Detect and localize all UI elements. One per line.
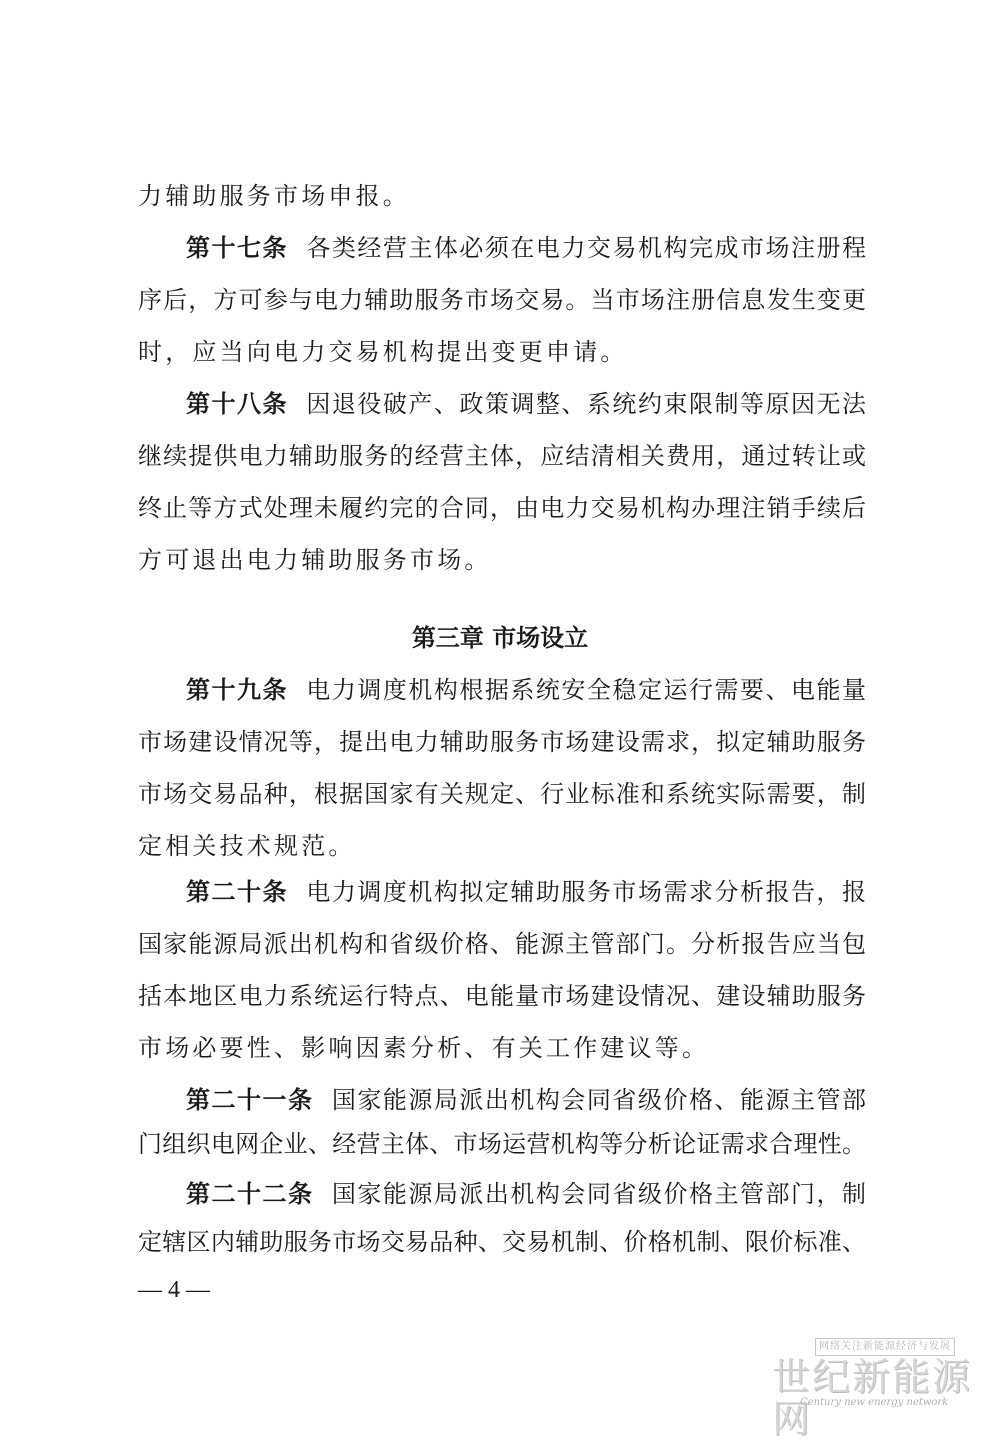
- text-line: 方可退出电力辅助服务市场。: [138, 546, 492, 574]
- text-line: 定辖区内辅助服务市场交易品种、交易机制、价格机制、限价标准、: [138, 1228, 866, 1256]
- article-21-line: [186, 1084, 866, 1116]
- article-title: 第十七条: [186, 233, 289, 262]
- text-line: 序后，方可参与电力辅助服务市场交易。当市场注册信息发生变更: [138, 286, 866, 314]
- text-line: 定相关技术规范。: [138, 832, 356, 860]
- page-number: — 4 —: [138, 1277, 210, 1303]
- text-line: 门组织电网企业、经营主体、市场运营机构等分析论证需求合理性。: [138, 1130, 866, 1158]
- text-line: 市场必要性、影响因素分析、有关工作建议等。: [138, 1034, 710, 1062]
- text-line: 继续提供电力辅助服务的经营主体，应结清相关费用，通过转让或: [138, 442, 866, 470]
- text-line: 国家能源局派出机构会同省级价格主管部门，制: [331, 1180, 867, 1208]
- text-line: 电力调度机构拟定辅助服务市场需求分析报告，报: [306, 878, 867, 906]
- article-title: 第二十二条: [186, 1179, 314, 1208]
- article-22-line: [186, 1178, 866, 1210]
- article-title: 第十九条: [186, 675, 289, 704]
- text-line: 终止等方式处理未履约完的合同，由电力交易机构办理注销手续后: [138, 494, 866, 522]
- text-line: 国家能源局派出机构会同省级价格、能源主管部: [331, 1086, 867, 1114]
- article-title: 第十八条: [186, 389, 289, 418]
- text-line: 国家能源局派出机构和省级价格、能源主管部门。分析报告应当包: [138, 930, 866, 958]
- article-20-line: [186, 876, 866, 908]
- text-line: 市场建设情况等，提出电力辅助服务市场建设需求，拟定辅助服务: [138, 728, 866, 756]
- article-17-line: [186, 232, 866, 264]
- text-line: 力辅助服务市场申报。: [138, 182, 410, 210]
- text-line: 市场交易品种，根据国家有关规定、行业标准和系统实际需要，制: [138, 780, 866, 808]
- chapter-heading: 第三章 市场设立: [411, 624, 589, 652]
- text-line: 时，应当向电力交易机构提出变更申请。: [138, 338, 628, 366]
- watermark-subtitle: Century new energy network: [800, 1397, 949, 1408]
- article-19-line: [186, 674, 866, 706]
- article-title: 第二十一条: [186, 1085, 314, 1114]
- text-line: 电力调度机构根据系统安全稳定运行需要、电能量: [306, 676, 867, 704]
- article-18-line: [186, 388, 866, 420]
- text-line: 各类经营主体必须在电力交易机构完成市场注册程: [306, 234, 867, 262]
- article-title: 第二十条: [186, 877, 289, 906]
- watermark-tagline: 网络关注新能源经济与发展: [815, 1338, 955, 1356]
- text-line: 括本地区电力系统运行特点、电能量市场建设情况、建设辅助服务: [138, 982, 866, 1010]
- watermark-logo-text: 世纪新能源网: [772, 1355, 973, 1441]
- text-line: 因退役破产、政策调整、系统约束限制等原因无法: [306, 390, 867, 418]
